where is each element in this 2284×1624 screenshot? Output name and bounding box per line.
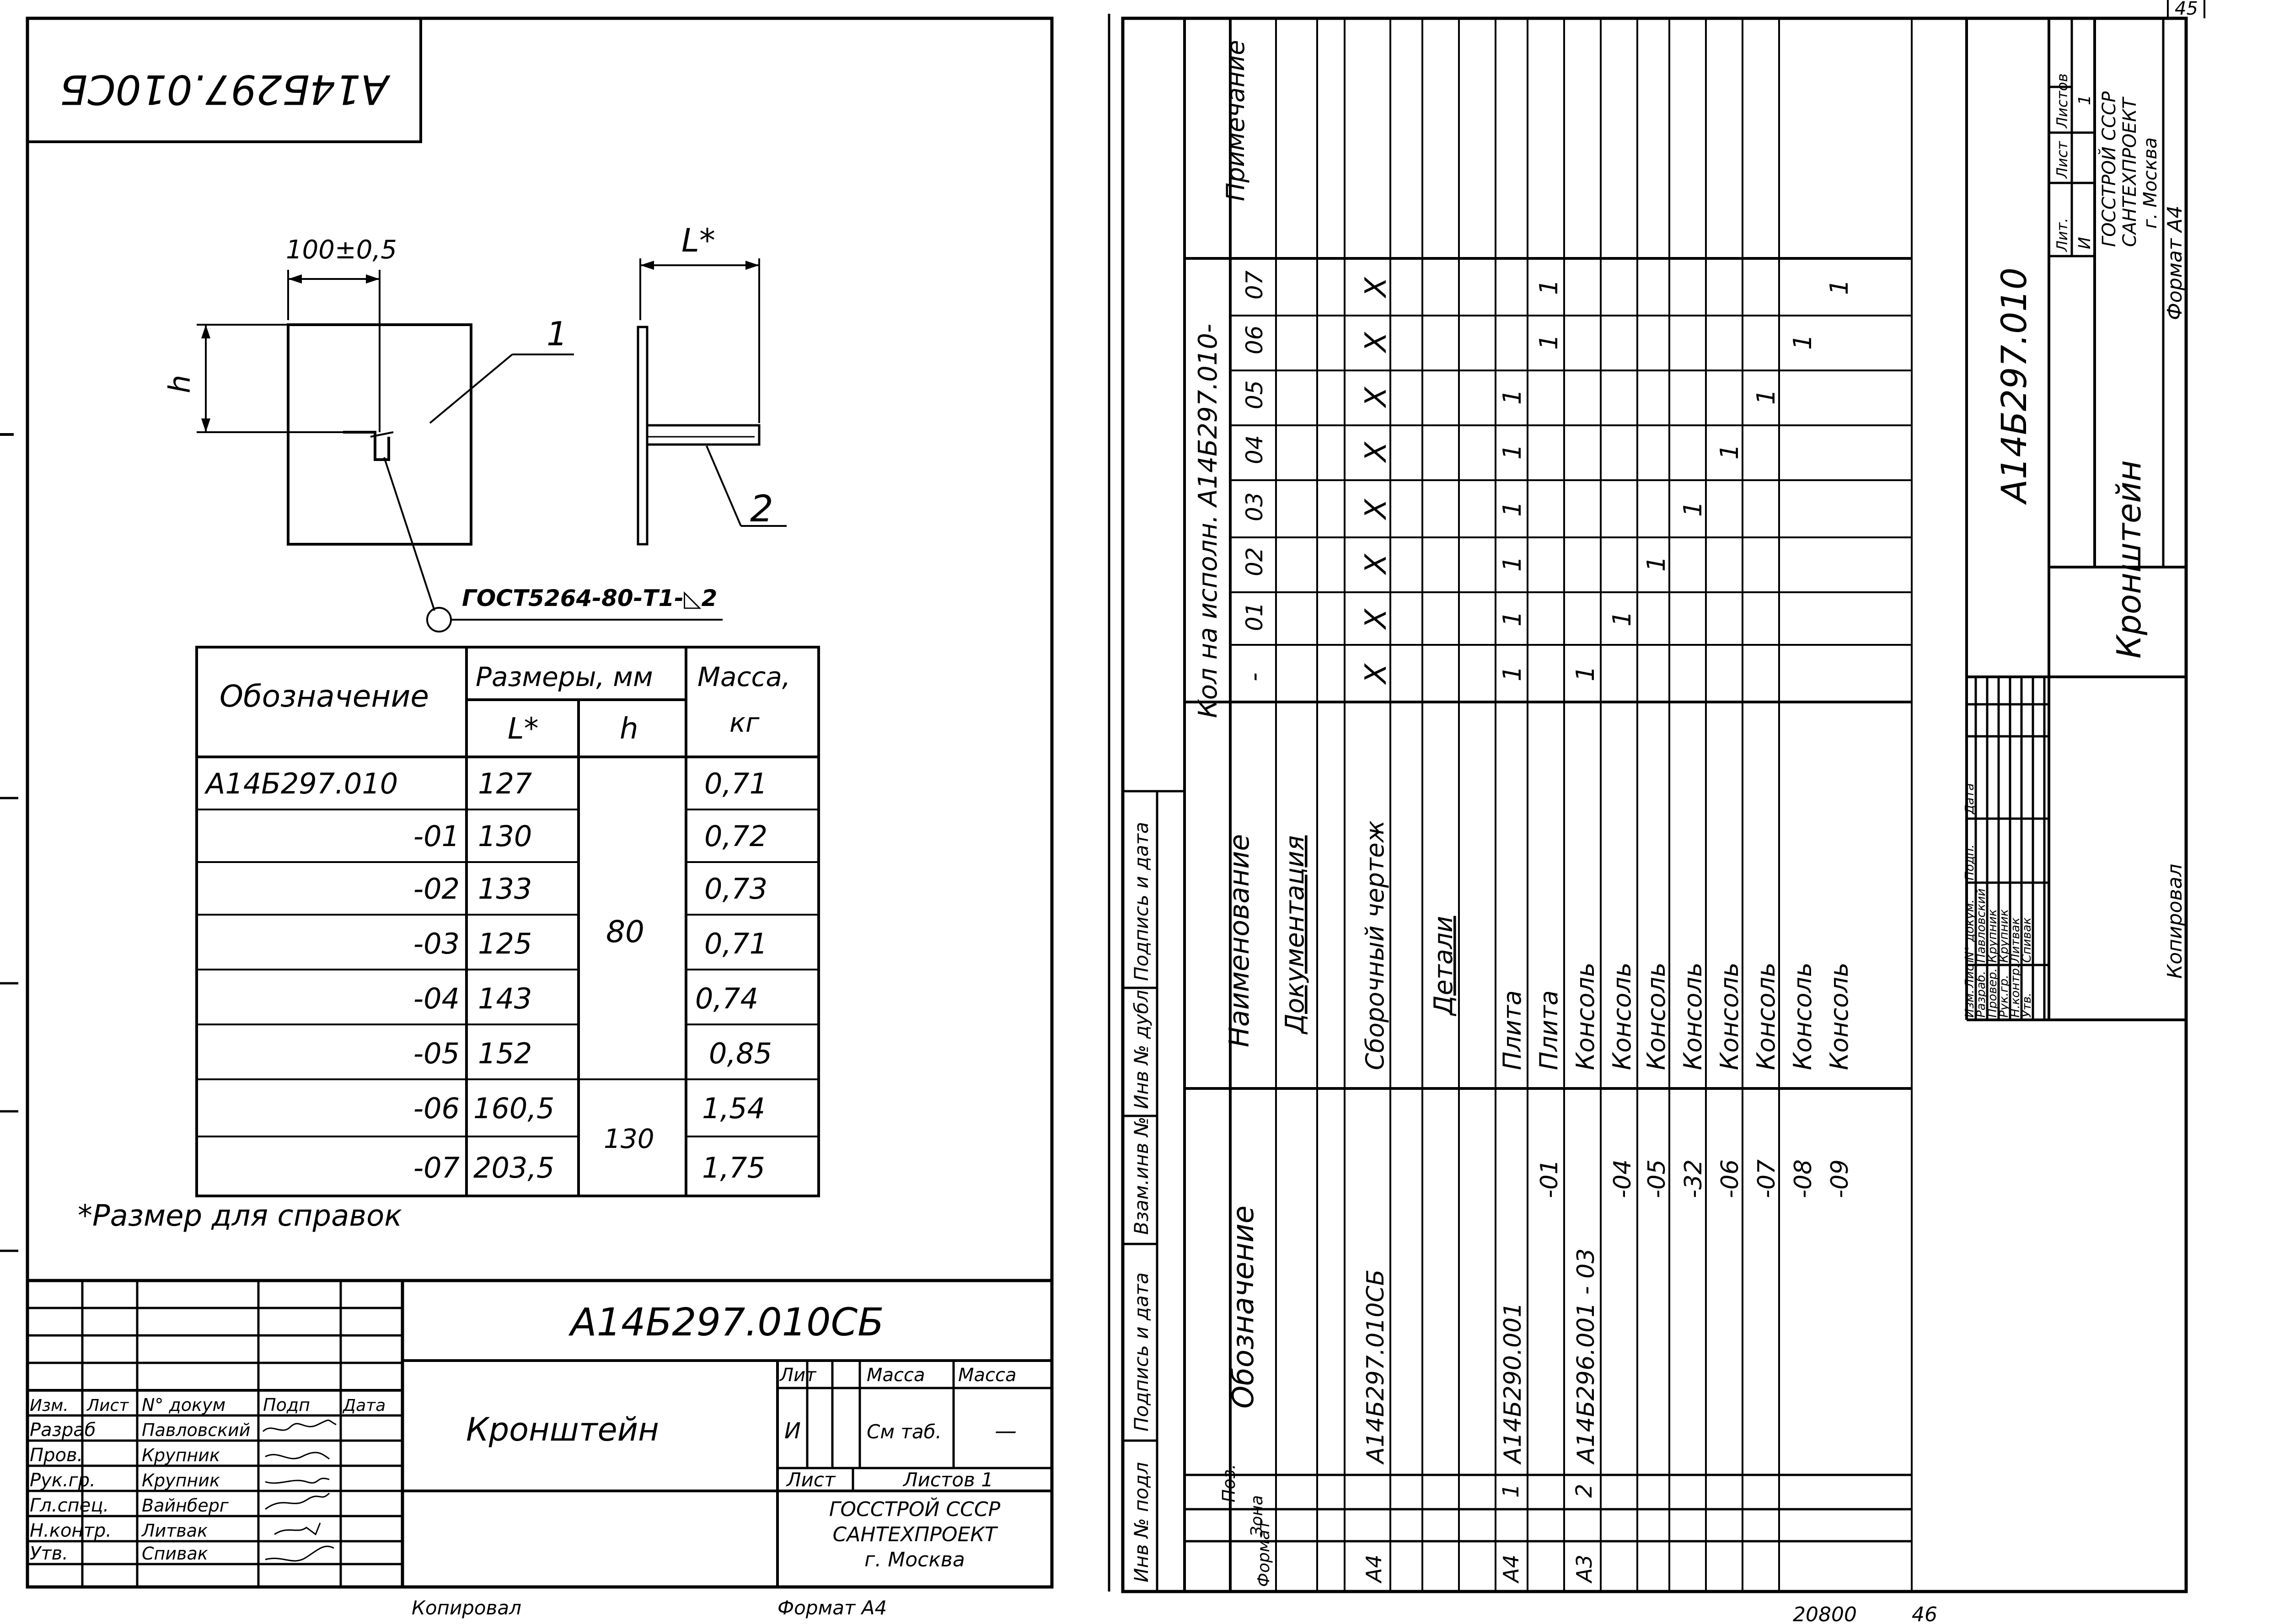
title-person-2: Крупник — [142, 1470, 220, 1490]
table-L-5: 152 — [478, 1037, 532, 1070]
weld-note: ГОСТ5264-80-Т1-◺2 — [462, 585, 718, 611]
right-title-lit-value: И — [2075, 237, 2094, 249]
row-name-4: Детали — [1429, 916, 1458, 1015]
row-designation-7: А14Б296.001 - 03 — [1572, 1248, 1600, 1463]
mark-11-4: 1 — [1715, 444, 1744, 460]
right-title-col-sign: Подп. — [1963, 844, 1977, 880]
title-org-2: САНТЕХПРОЕКТ — [832, 1523, 997, 1546]
table-designation-7: -07 — [413, 1151, 460, 1185]
title-col-izm: Изм. — [30, 1396, 69, 1415]
table-h-group-2: 130 — [604, 1123, 654, 1154]
header-note: Примечание — [1221, 40, 1250, 201]
row-name-8: Консоль — [1608, 962, 1636, 1070]
title-col-doc: N° докум — [142, 1395, 226, 1415]
header-pos: Поз. — [1219, 1463, 1239, 1502]
table-mass-2: 0,73 — [704, 872, 768, 906]
side-label-0: Инв № подл — [1130, 1462, 1153, 1582]
right-title-role-2: Рук.гр. — [1997, 975, 2011, 1018]
title-col-sign: Подп — [263, 1395, 310, 1415]
title-sheets-label: Листов 1 — [903, 1469, 993, 1491]
row-name-5: Плита — [1498, 990, 1527, 1070]
row-name-2: Сборочный чертеж — [1361, 820, 1389, 1070]
right-title-col-izm: Изм. — [1963, 989, 1977, 1018]
title-code: А14Б297.010СБ — [570, 1300, 884, 1345]
right-title-role-3: Н.контр. — [2009, 964, 2022, 1018]
row-format-2: А4 — [1362, 1554, 1386, 1582]
table-designation-0: А14Б297.010 — [206, 767, 398, 800]
table-header-mass-unit: кг — [729, 707, 760, 738]
mark-6-6: 1 — [1534, 334, 1563, 350]
row-designation-6: -01 — [1536, 1159, 1563, 1198]
right-title-col-date: Дата — [1963, 783, 1977, 814]
table-mass-7: 1,75 — [702, 1151, 766, 1185]
left-copied: Копировал — [412, 1597, 521, 1619]
variant-col-1: 01 — [1241, 602, 1268, 631]
title-person-1: Крупник — [142, 1445, 220, 1465]
row-name-11: Консоль — [1715, 962, 1744, 1070]
title-lit-label: Лит — [780, 1365, 816, 1386]
table-header-sizes: Размеры, мм — [476, 661, 653, 692]
right-title-col-doc: N° докум. — [1963, 899, 1977, 960]
row-designation-12: -07 — [1753, 1159, 1780, 1198]
mark-5-1: 1 — [1498, 611, 1527, 627]
header-format: Формат — [1255, 1520, 1273, 1587]
mark-5-0: 1 — [1498, 665, 1527, 681]
title-lit-value: И — [784, 1418, 801, 1444]
right-title-sheets-value: 1 — [2075, 95, 2094, 105]
right-title-person-0: Павловский — [1974, 888, 1988, 963]
table-mass-0: 0,71 — [704, 767, 768, 800]
dimension-length-label: L* — [681, 222, 715, 259]
row-designation-10: -32 — [1680, 1159, 1707, 1198]
row-designation-2: А14Б297.010СБ — [1362, 1269, 1389, 1463]
table-designation-1: -01 — [413, 820, 460, 853]
right-title-lit-label: Лит. — [2053, 218, 2071, 252]
title-name: Кронштейн — [466, 1411, 659, 1448]
title-col-date: Дата — [343, 1396, 386, 1415]
header-name: Наименование — [1223, 834, 1255, 1047]
row-designation-11: -06 — [1716, 1159, 1744, 1198]
table-L-4: 143 — [478, 982, 532, 1015]
table-L-3: 125 — [478, 927, 532, 960]
title-col-list: Лист — [87, 1396, 129, 1415]
mark-2-0: X — [1359, 664, 1393, 684]
table-designation-6: -06 — [413, 1092, 460, 1125]
bottom-page: 46 — [1912, 1603, 1937, 1624]
title-role-2: Рук.гр. — [30, 1470, 96, 1491]
mark-13-6: 1 — [1788, 334, 1817, 350]
variant-col-7: 07 — [1241, 270, 1268, 300]
row-name-6: Плита — [1534, 990, 1563, 1070]
mark-9-2: 1 — [1642, 556, 1671, 572]
title-mass-value: См таб. — [867, 1420, 942, 1443]
right-copied: Копировал — [2163, 863, 2187, 979]
table-mass-4: 0,74 — [695, 982, 759, 1015]
table-mass-1: 0,72 — [704, 820, 768, 853]
table-L-1: 130 — [478, 820, 532, 853]
table-L-0: 127 — [478, 767, 532, 800]
right-title-sheets-label: Листов — [2053, 73, 2071, 128]
mark-2-1: X — [1359, 609, 1393, 629]
row-name-7: Консоль — [1571, 962, 1600, 1070]
right-title-org-2: САНТЕХПРОЕКТ — [2119, 97, 2140, 247]
mark-5-4: 1 — [1498, 444, 1527, 460]
row-name-14: Консоль — [1825, 962, 1854, 1070]
title-org-1: ГОССТРОЙ СССР — [829, 1498, 1001, 1521]
variant-col-6: 06 — [1241, 325, 1268, 354]
right-title-person-2: Крупник — [1997, 909, 2011, 963]
title-role-0: Разраб — [30, 1420, 96, 1441]
title-role-4: Н.контр. — [30, 1520, 112, 1541]
right-title-role-0: Разраб. — [1974, 970, 1988, 1018]
row-name-0: Документация — [1280, 835, 1310, 1034]
right-title-person-4: Спивак — [2020, 917, 2034, 963]
left-format: Формат А4 — [777, 1597, 887, 1619]
title-role-1: Пров. — [30, 1445, 83, 1466]
mark-5-5: 1 — [1498, 389, 1527, 405]
bottom-code: 20800 — [1793, 1603, 1857, 1624]
table-h-group-1: 80 — [606, 914, 644, 949]
row-format-5: А4 — [1499, 1554, 1523, 1582]
callout-2: 2 — [750, 488, 773, 530]
mark-10-3: 1 — [1678, 501, 1707, 517]
title-person-3: Вайнберг — [142, 1495, 229, 1516]
table-designation-5: -05 — [413, 1037, 460, 1070]
title-sheet-label: Лист — [787, 1469, 836, 1491]
table-L-7: 203,5 — [473, 1151, 555, 1185]
mark-14-7: 1 — [1825, 279, 1854, 295]
top-stamp-code: А14Б297.010СБ — [59, 66, 389, 113]
right-title-org-3: г. Москва — [2140, 137, 2161, 229]
variant-col-3: 03 — [1241, 492, 1268, 521]
row-designation-5: А14Б290.001 — [1499, 1302, 1527, 1463]
mark-6-7: 1 — [1534, 279, 1563, 295]
mark-2-4: X — [1359, 442, 1393, 462]
right-format: Формат А4 — [2163, 205, 2187, 320]
dimension-width: 100±0,5 — [286, 235, 397, 265]
table-designation-2: -02 — [413, 872, 460, 906]
page-number-top: 45 — [2175, 0, 2198, 19]
mark-2-2: X — [1359, 554, 1393, 574]
title-role-3: Гл.спец. — [30, 1495, 109, 1516]
side-label-3: Инв № дубл — [1130, 990, 1153, 1109]
table-L-2: 133 — [478, 872, 532, 906]
mark-12-5: 1 — [1752, 389, 1780, 405]
mark-5-2: 1 — [1498, 556, 1527, 572]
right-title-person-1: Крупник — [1986, 909, 2000, 963]
mark-5-3: 1 — [1498, 501, 1527, 517]
footnote: *Размер для справок — [78, 1199, 402, 1233]
table-header-h: h — [620, 712, 638, 746]
variant-col-0: - — [1239, 672, 1268, 681]
row-designation-14: -09 — [1826, 1159, 1854, 1198]
row-pos-7: 2 — [1571, 1484, 1597, 1498]
title-person-5: Спивак — [142, 1544, 208, 1564]
row-name-9: Консоль — [1642, 962, 1671, 1070]
table-mass-3: 0,71 — [704, 927, 768, 960]
row-pos-5: 1 — [1498, 1484, 1524, 1498]
right-title-role-1: Провер. — [1986, 968, 2000, 1018]
title-role-5: Утв. — [30, 1543, 68, 1564]
right-title-sheet-label: Лист — [2053, 141, 2071, 178]
mark-2-7: X — [1359, 277, 1393, 297]
mark-7-0: 1 — [1571, 665, 1600, 681]
mark-2-5: X — [1359, 387, 1393, 407]
side-label-4: Подпись и дата — [1130, 822, 1153, 981]
table-header-L: L* — [508, 712, 539, 746]
header-zone: Зона — [1248, 1495, 1266, 1537]
table-header-designation: Обозначение — [220, 679, 429, 714]
right-title-name: Кронштейн — [2110, 460, 2148, 659]
title-person-4: Литвак — [142, 1521, 208, 1541]
right-title-code: А14Б297.010 — [1994, 267, 2034, 503]
row-name-13: Консоль — [1788, 962, 1817, 1070]
header-qty-title: Кол на исполн. А14Б297.010- — [1193, 323, 1223, 718]
row-designation-13: -08 — [1790, 1159, 1817, 1198]
table-mass-5: 0,85 — [709, 1037, 772, 1070]
right-title-role-4: Утв. — [2020, 992, 2034, 1018]
title-scale-label: Масса — [958, 1365, 1017, 1386]
dimension-h-label: h — [163, 375, 197, 393]
table-L-6: 160,5 — [473, 1092, 555, 1125]
row-format-7: А3 — [1572, 1554, 1597, 1582]
variant-col-5: 05 — [1241, 380, 1268, 409]
callout-1: 1 — [547, 315, 568, 353]
right-title-person-3: Литвак — [2009, 917, 2022, 963]
mark-2-3: X — [1359, 499, 1393, 519]
row-name-12: Консоль — [1752, 962, 1780, 1070]
mark-2-6: X — [1359, 332, 1393, 352]
table-mass-6: 1,54 — [702, 1092, 766, 1125]
side-label-2: Взам.инв № — [1130, 1116, 1153, 1235]
row-designation-9: -05 — [1643, 1159, 1671, 1198]
title-person-0: Павловский — [142, 1420, 251, 1440]
right-title-org-1: ГОССТРОЙ СССР — [2099, 91, 2120, 247]
row-designation-8: -04 — [1609, 1159, 1636, 1198]
mark-8-1: 1 — [1608, 611, 1636, 627]
title-org-3: г. Москва — [864, 1548, 965, 1571]
side-label-1: Подпись и дата — [1130, 1272, 1153, 1431]
table-designation-3: -03 — [413, 927, 460, 960]
variant-col-2: 02 — [1241, 547, 1268, 576]
title-scale-value: — — [995, 1418, 1017, 1444]
table-designation-4: -04 — [413, 982, 460, 1015]
variant-col-4: 04 — [1241, 435, 1268, 464]
title-mass-label: Масса — [867, 1365, 925, 1386]
header-designation: Обозначение — [1227, 1205, 1260, 1409]
table-header-mass: Масса, — [697, 661, 791, 692]
right-title-col-list: Лист — [1963, 958, 1977, 988]
row-name-10: Консоль — [1678, 962, 1707, 1070]
